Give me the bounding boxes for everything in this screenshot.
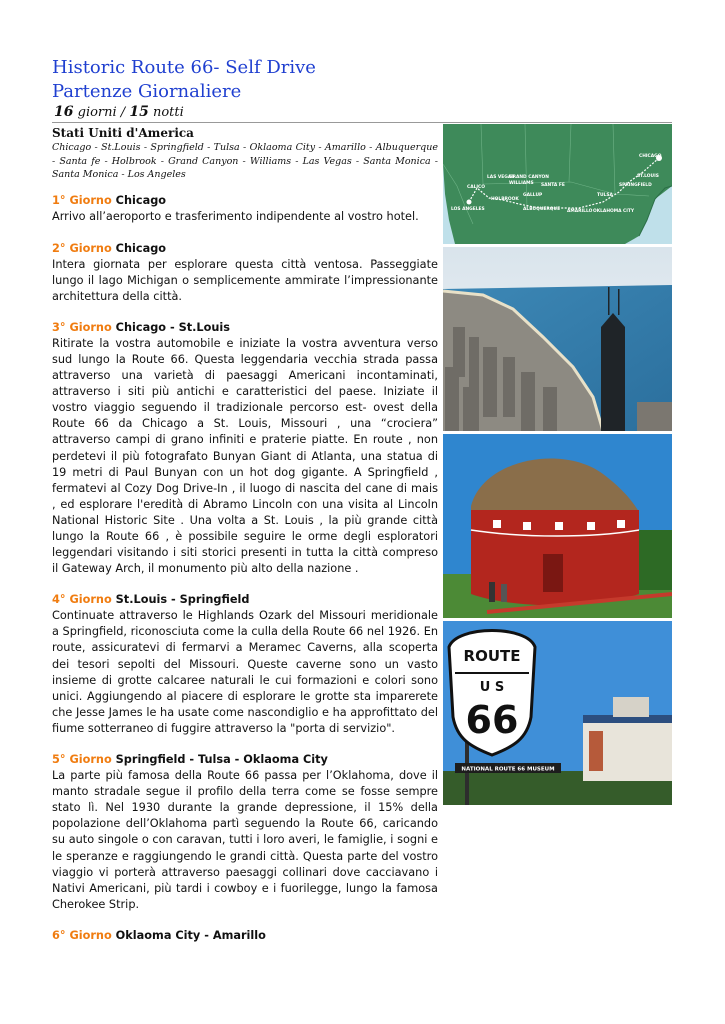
- map-label-amarillo: AMARILLO: [567, 209, 593, 214]
- map-label-springfield: SPRINGFIELD: [619, 183, 652, 188]
- day-place: Chicago: [115, 241, 167, 255]
- map-label-albuquerque: ALBUQUERQUE: [523, 207, 561, 212]
- route-map-image: [443, 124, 672, 244]
- day-number: 4° Giorno: [52, 593, 112, 607]
- map-label-santafe: SANTA FE: [541, 183, 565, 188]
- day-description: La parte più famosa della Route 66 passa per l’Oklahoma, dove il manto stradale segue il profilo della terra come se fosse sempre stato lì. Nel 1930 durante la grande depressione, il 15% della popolazione dell’Oklahoma partì seguendo la Route 66, caricando su auto singole o con caravan, tutti i loro averi, le famiglie, i sogni e le speranze e raggiungendo le grandi città. Questa parte del vostro viaggio vi porterà attraverso paesaggi collinari dove cacciavano i Nativi Americani, più tardi i cowboy e i fuorilegge, lungo la famosa Cherokee Strip.: [52, 769, 438, 911]
- map-label-stlouis: ST.LOUIS: [637, 174, 659, 179]
- round-barn-photo: [443, 434, 672, 618]
- day-place: Oklaoma City - Amarillo: [115, 929, 266, 943]
- museum-label: NATIONAL ROUTE 66 MUSEUM: [461, 766, 555, 773]
- sign-66-text: 66: [465, 698, 519, 742]
- nights-label: notti: [152, 105, 184, 120]
- route66-sign-photo: [443, 621, 672, 805]
- day-description: Intera giornata per esplorare questa città ventosa. Passeggiate lungo il lago Michigan o semplicemente ammirate l’impressionante architettura della città.: [52, 257, 438, 303]
- day-place: Springfield - Tulsa - Oklaoma City: [115, 753, 328, 767]
- days-label: giorni /: [77, 105, 126, 120]
- day-number: 2° Giorno: [52, 241, 112, 255]
- day-heading: [52, 193, 438, 209]
- route-stops: Chicago - St.Louis - Springfield - Tulsa - Oklaoma City - Amarillo - Albuquerque - Santa fe - Holbrook - Grand Canyon - Williams - Las Vegas - Santa Monica - Santa Monica - Los Angeles: [52, 142, 438, 180]
- day-number: 1° Giorno: [52, 194, 112, 207]
- title-line-1: Historic Route 66- Self Drive: [52, 57, 316, 78]
- map-label-chicago: CHICAGO: [639, 154, 662, 159]
- map-label-gallup: GALLUP: [523, 193, 543, 198]
- day-5: [52, 752, 438, 912]
- title-line-2: Partenze Giornaliere: [52, 81, 242, 102]
- day-description: Continuate attraverso le Highlands Ozark del Missouri meridionale a Springfield, riconosciuta come la culla della Route 66 nel 1926. En route, assicuratevi di fermarvi a Meramec Caverns, alla scoperta dei tesori sepolti del Missouri. Queste caverne sono un vasto insieme di grotte calcaree naturali le cui formazioni e colori sono unici. Aggiungendo al piacere di esplorare le grotte sta imparerete che Jesse James le ha usate come nascondiglio e ha approfittato del fiume sotterraneo di fuggire attraverso la "porta di servizio".: [52, 609, 438, 735]
- day-4: [52, 592, 438, 736]
- map-label-grandcanyon: GRAND CANYON: [509, 175, 549, 180]
- map-label-losangeles: LOS ANGELES: [451, 207, 485, 212]
- chicago-skyline-photo: [443, 247, 672, 431]
- day-number: 6° Giorno: [52, 929, 112, 943]
- map-label-williams: WILLIAMS: [509, 181, 534, 186]
- trip-duration: [54, 104, 184, 120]
- itinerary: [52, 193, 438, 960]
- day-place: Chicago - St.Louis: [115, 321, 231, 335]
- days-count: 16: [54, 104, 74, 120]
- day-heading: [52, 928, 438, 944]
- day-place: Chicago: [115, 194, 167, 207]
- map-label-lasvegas: LAS VEGAS: [487, 175, 515, 180]
- divider: [52, 122, 672, 123]
- sign-us-text: U S: [479, 680, 505, 695]
- day-heading: [52, 752, 438, 768]
- country-heading: Stati Uniti d'America: [52, 126, 194, 140]
- day-number: 5° Giorno: [52, 753, 112, 767]
- day-description: Ritirate la vostra automobile e iniziate la vostra avventura verso sud lungo la Route 66. Questa leggendaria vecchia strada passa attraverso una varietà di paesaggi Americani incontaminati, attraverso i siti più antichi e caratteristici del paese. Iniziate il vostro viaggio seguendo il tradizionale percorso est- ovest della Route 66 da Chicago a St. Louis, Missouri , una “crociera” attraverso campi di grano infiniti e praterie piatte. En route , non perdetevi il più fotografato Bunyan Giant di Atlanta, una statua di 19 metri di Paul Bunyan con un hot dog gigante. A Springfield , fermatevi al Cozy Dog Drive-In , il luogo di nascita del cane di mais , ed esplorare l'eredità di Abramo Lincoln con una visita al Lincoln National Historic Site . Una volta a St. Louis , la più grande città lungo la Route 66 , è possibile seguire le orme degli esploratori leggendari visitando i siti storici presenti in tutta la città compreso il Gateway Arch, il monumento più alto della nazione .: [52, 337, 438, 575]
- map-label-calico: CALICO: [467, 185, 486, 190]
- day-3: [52, 320, 438, 577]
- day-heading: [52, 241, 438, 257]
- day-1: [52, 193, 438, 225]
- map-label-holbrook: HOLBROOK: [491, 197, 519, 202]
- nights-count: 15: [129, 104, 149, 120]
- day-description: Arrivo all’aeroporto e trasferimento indipendente al vostro hotel.: [52, 210, 419, 223]
- day-6: [52, 928, 438, 944]
- day-number: 3° Giorno: [52, 321, 112, 335]
- map-label-tulsa: TULSA: [597, 193, 613, 198]
- day-heading: [52, 592, 438, 608]
- map-label-okc: OKLAHOMA CITY: [593, 209, 635, 214]
- page-title: [52, 56, 316, 104]
- photo-column: [443, 124, 672, 808]
- day-place: St.Louis - Springfield: [115, 593, 250, 607]
- day-2: [52, 241, 438, 305]
- sign-route-text: ROUTE: [463, 647, 521, 665]
- day-heading: [52, 320, 438, 336]
